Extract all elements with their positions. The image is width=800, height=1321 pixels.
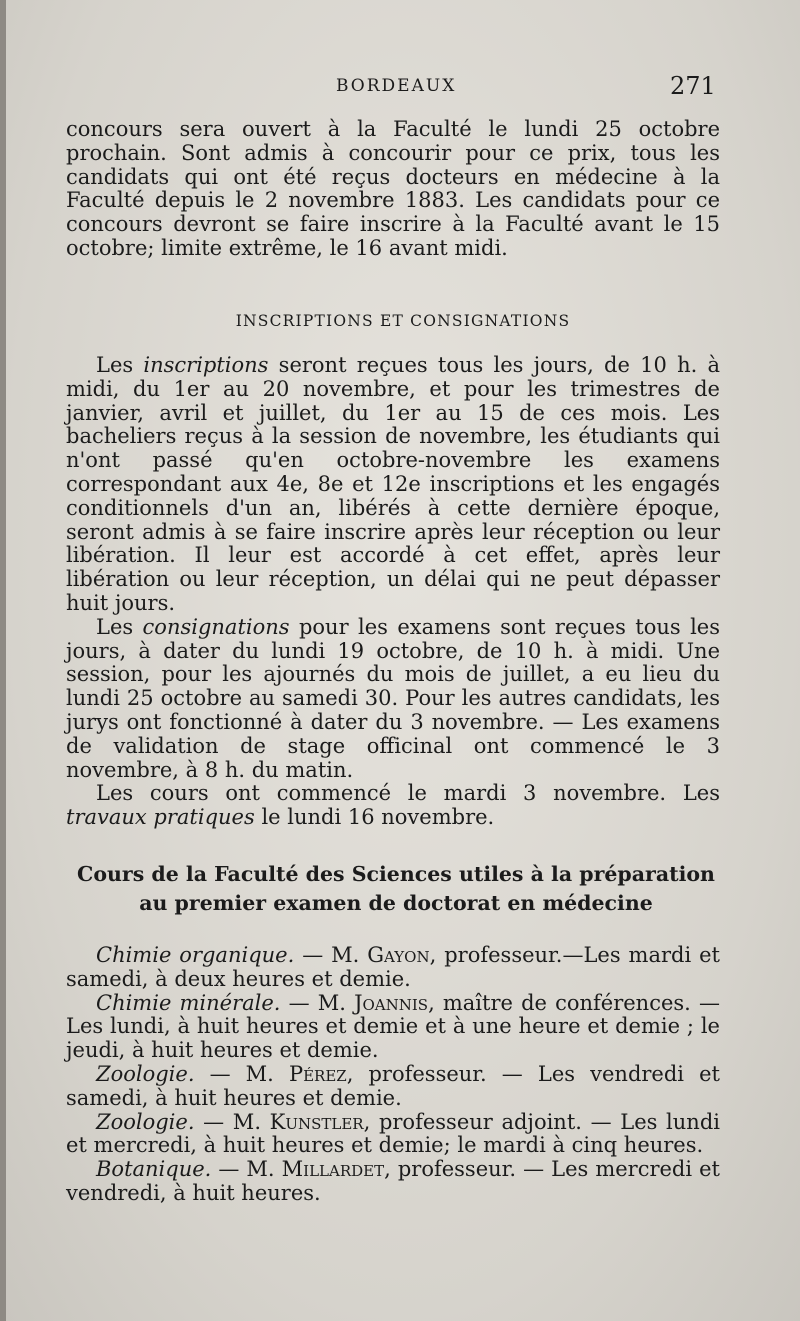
professor-name: Pérez	[288, 1061, 347, 1086]
term-consignations: consignations	[142, 614, 290, 639]
course-dash: — M.	[294, 943, 368, 967]
course-dash: — M.	[211, 1157, 282, 1182]
paragraph-text: seront reçues tous les jours, de 10 h. à midi, du 1er au 20 novembre, et pour les trimestres de janvier, avril et juillet, du 1er au 15 de ces mois. Les bacheliers reçus à la session de novembre, les étudiants qui n'ont passé qu'en octobre-novembre les examens correspondant aux 4e, 8e et 12e inscriptions et les engagés conditionnels d'un an, libérés à cette dernière époque, seront admis à se faire inscrire après leur réception ou leur libération. Il leur est accordé à cet effet, après leur libération ou leur réception, un délai qui ne peut dépasser huit jours.	[66, 353, 721, 615]
page-number: 271	[670, 72, 716, 100]
course-subject: Botanique.	[96, 1157, 212, 1182]
course-entry	[66, 1063, 720, 1111]
professor-name: Gayon	[367, 943, 430, 967]
courses-list	[66, 944, 720, 1206]
professor-name: Joannis	[354, 990, 429, 1015]
paragraph-text: Les cours ont commencé le mardi 3 novembre. Les	[96, 781, 720, 806]
course-dash: — M.	[194, 1061, 289, 1086]
consignations-paragraph	[66, 616, 720, 783]
term-inscriptions: inscriptions	[143, 353, 269, 377]
running-head: BORDEAUX	[336, 76, 457, 96]
paragraph-lead: Les	[96, 353, 144, 377]
course-details: , professeur. — Les mercredi et vendredi, à huit heures.	[66, 1157, 720, 1205]
courses-section-title: Cours de la Faculté des Sciences utiles à la préparation au premier examen de doctorat en médecine	[77, 862, 715, 915]
course-subject: Chimie organique.	[96, 943, 295, 967]
book-page	[6, 0, 800, 1321]
course-dash: — M.	[194, 1109, 270, 1134]
inscriptions-paragraph	[66, 354, 720, 616]
course-subject: Zoologie.	[96, 1109, 195, 1134]
cours-paragraph	[66, 782, 720, 830]
intro-paragraph: concours sera ouvert à la Faculté le lundi 25 octobre prochain. Sont admis à concourir pour ce prix, tous les candidats qui ont été reçus docteurs en médecine à la Faculté depuis le 2 novembre 1883. Les candidats pour ce concours devront se faire inscrire à la Faculté avant le 15 octobre; limite extrême, le 16 avant midi.	[66, 117, 720, 260]
paragraph-text: pour les examens sont reçues tous les jours, à dater du lundi 19 octobre, de 10 h. à midi. Une session, pour les ajournés du mois de juillet, a eu lieu du lundi 25 octobre au samedi 30. Pour les autres candidats, les jurys ont fonctionné à dater du 3 novembre. — Les examens de validation de stage officinal ont commencé le 3 novembre, à 8 h. du matin.	[66, 614, 720, 782]
course-subject: Zoologie.	[96, 1061, 195, 1086]
term-travaux-pratiques: travaux pratiques	[66, 805, 255, 830]
section-title-inscriptions: INSCRIPTIONS ET CONSIGNATIONS	[235, 312, 571, 330]
course-details: , professeur adjoint. — Les lundi et mercredi, à huit heures et demie; le mardi à cinq heures.	[66, 1109, 720, 1158]
course-details: , professeur. — Les vendredi et samedi, à huit heures et demie.	[66, 1061, 720, 1110]
course-details: , maître de conférences. — Les lundi, à huit heures et demie et à une heure et demie ; le jeudi, à huit heures et demie.	[66, 990, 720, 1063]
paragraph-tail: le lundi 16 novembre.	[254, 805, 495, 830]
course-entry	[66, 1111, 720, 1159]
professor-name: Millardet	[281, 1157, 385, 1182]
intro-paragraph-block	[66, 118, 720, 261]
course-dash: — M.	[280, 990, 355, 1015]
course-entry	[66, 944, 720, 992]
page-header	[6, 74, 800, 104]
course-subject: Chimie minérale.	[96, 990, 281, 1015]
course-entry	[66, 1158, 720, 1206]
paragraph-lead: Les	[96, 614, 143, 639]
course-details: , professeur.—Les mardi et samedi, à deux heures et demie.	[66, 943, 720, 991]
professor-name: Kunstler	[269, 1109, 364, 1134]
course-entry	[66, 992, 720, 1063]
inscriptions-body	[66, 354, 720, 830]
